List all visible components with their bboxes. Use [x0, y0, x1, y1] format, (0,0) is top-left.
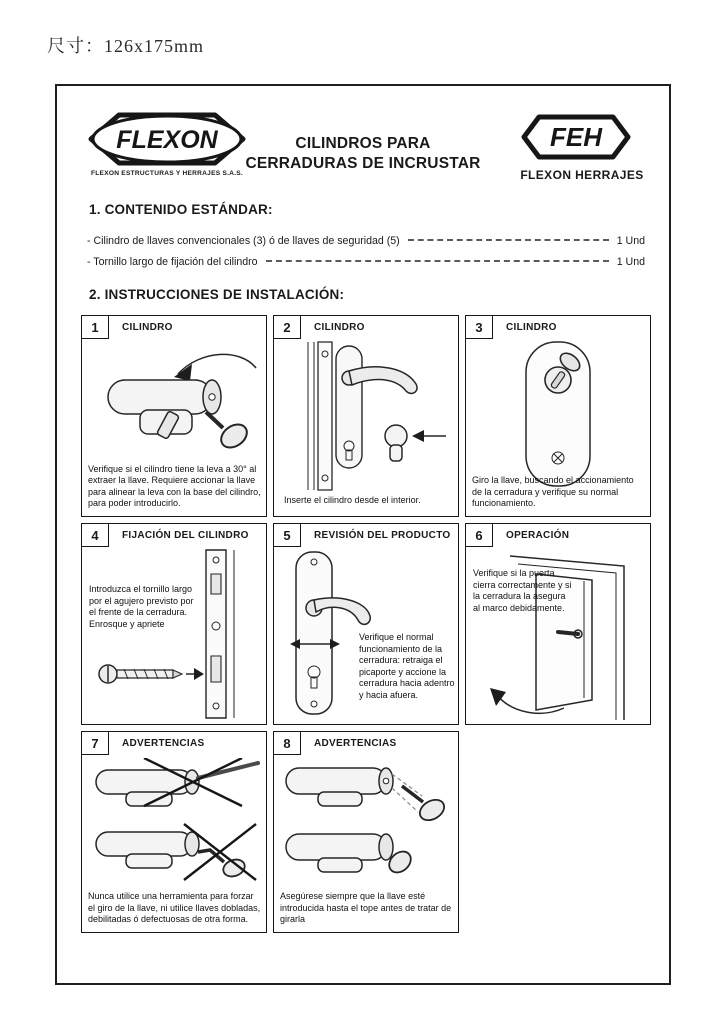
- standard-content-list: [87, 226, 645, 268]
- step-number: 7: [82, 732, 109, 755]
- key-insertion-icon: [274, 758, 460, 882]
- step-panel-3: [465, 315, 651, 517]
- step-panel-2: [273, 315, 459, 517]
- turn-key-icon: [466, 340, 652, 488]
- dotted-leader: [408, 239, 609, 241]
- step-panel-5: [273, 523, 459, 725]
- step-title: CILINDRO: [506, 322, 557, 333]
- forbidden-tool-bent-key-icon: [82, 758, 268, 882]
- standard-content-heading: 1. CONTENIDO ESTÁNDAR:: [89, 202, 273, 217]
- step-panel-4: [81, 523, 267, 725]
- step-title: REVISIÓN DEL PRODUCTO: [314, 530, 451, 541]
- content-item: [87, 235, 645, 247]
- content-item-qty: 1 Und: [616, 235, 645, 247]
- step-number: 1: [82, 316, 109, 339]
- step-number: 5: [274, 524, 301, 547]
- step-caption: Inserte el cilindro desde el interior.: [284, 495, 421, 506]
- step-title: CILINDRO: [314, 322, 365, 333]
- sheet-header: [57, 104, 669, 184]
- step-caption: Verifique el normal funcionamiento de la cerradura: retraiga el picaporte y accione la cerradura hacia adentro y hacia afuera.: [359, 632, 455, 700]
- step-title: ADVERTENCIAS: [122, 738, 205, 749]
- content-item: [87, 256, 645, 268]
- step-panel-6: [465, 523, 651, 725]
- flexon-logo: [87, 110, 247, 177]
- step-title: OPERACIÓN: [506, 530, 570, 541]
- instruction-steps-grid: [81, 315, 651, 933]
- flexon-logo-icon: [87, 110, 247, 168]
- step-title: ADVERTENCIAS: [314, 738, 397, 749]
- step-number: 3: [466, 316, 493, 339]
- feh-logo-icon: [517, 112, 635, 162]
- svg-text:FEH: FEH: [550, 122, 602, 152]
- step-caption: Asegúrese siempre que la llave esté introducida hasta el tope antes de tratar de girarla: [280, 891, 452, 925]
- step-number: 4: [82, 524, 109, 547]
- step-title: CILINDRO: [122, 322, 173, 333]
- dotted-leader: [266, 260, 609, 262]
- content-item-label: - Tornillo largo de fijación del cilindro: [87, 256, 258, 268]
- step-panel-8: [273, 731, 459, 933]
- step-caption: Introduzca el tornillo largo por el agujero previsto por el frente de la cerradura. Enrosque y apriete: [89, 584, 194, 629]
- fixing-screw-icon: [82, 548, 268, 720]
- svg-text:FLEXON: FLEXON: [116, 126, 218, 154]
- feh-logo: [517, 112, 647, 182]
- step-number: 8: [274, 732, 301, 755]
- sheet-title-line1: CILINDROS PARA: [295, 135, 431, 152]
- step-caption: Nunca utilice una herramienta para forzar el giro de la llave, ni utilice llaves dobladas, debilitadas ó defectuosas de otra forma.: [88, 891, 261, 925]
- content-item-qty: 1 Und: [616, 256, 645, 268]
- sheet-title: [227, 134, 499, 175]
- instruction-sheet: [55, 84, 671, 985]
- sheet-title-line2: CERRADURAS DE INCRUSTAR: [245, 155, 481, 173]
- step-caption: Verifique si la puerta cierra correctamente y si la cerradura la asegura al marco debidamente.: [473, 568, 572, 613]
- step-panel-7: [81, 731, 267, 933]
- step-number: 2: [274, 316, 301, 339]
- step-title: FIJACIÓN DEL CILINDRO: [122, 530, 249, 541]
- step-number: 6: [466, 524, 493, 547]
- cylinder-cam-key-rotation-icon: [82, 342, 268, 460]
- instructions-heading: 2. INSTRUCCIONES DE INSTALACIÓN:: [89, 287, 345, 302]
- feh-caption: FLEXON HERRAJES: [520, 168, 644, 182]
- step-caption: Verifique si el cilindro tiene la leva a 30° al extraer la llave. Requiere accionar la llave para alinear la leva con la base del cilindro, para poder introducirlo.: [88, 463, 261, 509]
- page-size-annotation: 尺寸：126x175mm: [47, 36, 205, 56]
- flexon-tagline: FLEXON ESTRUCTURAS Y HERRAJES S.A.S.: [90, 170, 243, 177]
- insert-cylinder-icon: [274, 340, 460, 492]
- step-caption: Giro la llave, buscando el accionamiento de la cerradura y verifique su normal funcionamiento.: [472, 475, 634, 509]
- step-panel-1: [81, 315, 267, 517]
- content-item-label: - Cilindro de llaves convencionales (3) ó de llaves de seguridad (5): [87, 235, 400, 247]
